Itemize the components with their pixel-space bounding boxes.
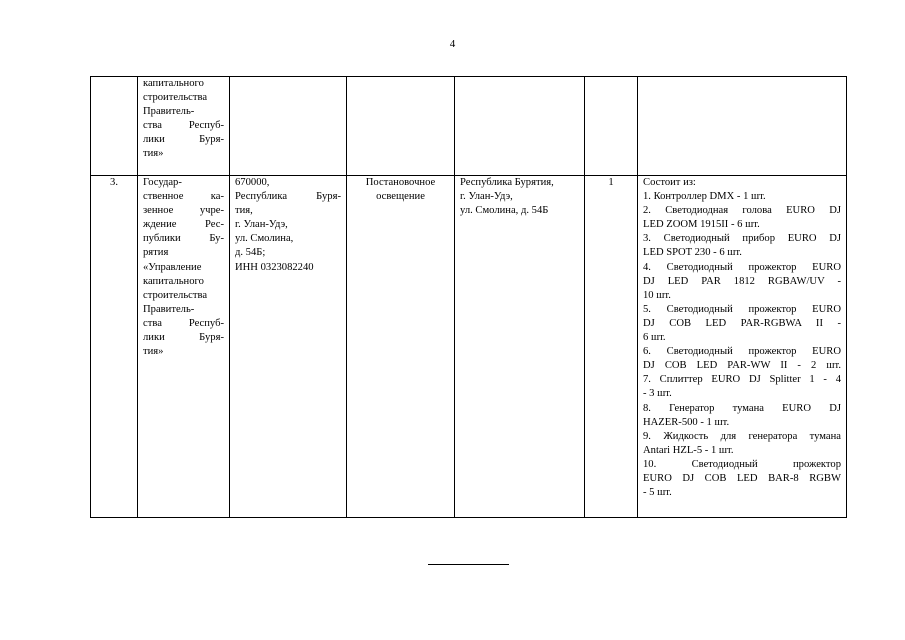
composition-line: 10. Светодиодный прожектор xyxy=(643,458,841,470)
composition-line: EURO DJ COB LED BAR-8 RGBW xyxy=(643,472,841,484)
customer-cell xyxy=(138,176,230,518)
address-cell xyxy=(230,77,347,176)
composition-line: 8. Генератор тумана EURO DJ xyxy=(643,402,841,414)
address-line: 670000, xyxy=(235,177,270,188)
composition-line: 4. Светодиодный прожектор EURO xyxy=(643,261,841,273)
address-line: г. Улан-Удэ, xyxy=(235,219,288,231)
composition-line: - 5 шт. xyxy=(643,487,672,499)
composition-line: Состоит из: xyxy=(643,177,696,188)
customer-line: строительства xyxy=(143,92,208,104)
customer-line: ства Респуб- xyxy=(143,120,224,132)
composition-line: 6 шт. xyxy=(643,332,666,344)
composition-line: 7. Сплиттер EURO DJ Splitter 1 - 4 xyxy=(643,374,841,386)
footnote-separator-line xyxy=(428,564,509,565)
composition-line: - 3 шт. xyxy=(643,388,672,400)
customer-line: строительства xyxy=(143,289,208,301)
item-name-line: Постановочное xyxy=(365,177,436,188)
customer-line: Государ- xyxy=(143,177,182,188)
quantity-cell: 1 xyxy=(585,176,638,518)
address-cell xyxy=(230,176,347,518)
number-cell xyxy=(91,77,138,176)
composition-line: 3. Светодиодный прибор EURO DJ xyxy=(643,233,841,245)
location-line: г. Улан-Удэ, xyxy=(460,191,513,203)
customer-line: капитального xyxy=(143,78,204,89)
customer-line: Правитель- xyxy=(143,106,195,118)
customer-line: публики Бу- xyxy=(143,233,224,245)
composition-cell xyxy=(638,77,847,176)
customer-line: тия» xyxy=(143,148,164,160)
item-name-line: освещение xyxy=(376,191,425,203)
customer-cell xyxy=(138,77,230,176)
composition-line: DJ COB LED PAR-WW II - 2 шт. xyxy=(643,360,841,372)
customer-line: Правитель- xyxy=(143,303,195,315)
composition-line: 2. Светодиодная голова EURO DJ xyxy=(643,205,841,217)
item-cell xyxy=(347,176,455,518)
customer-line: ждение Рес- xyxy=(143,219,224,231)
address-line: тия, xyxy=(235,205,253,217)
row-number: 3. xyxy=(91,176,138,518)
quantity-cell xyxy=(585,77,638,176)
address-line: Республика Буря- xyxy=(235,191,341,203)
inn-line: ИНН 0323082240 xyxy=(235,261,314,273)
table-row-continuation xyxy=(91,77,847,176)
composition-line: 5. Светодиодный прожектор EURO xyxy=(643,303,841,315)
composition-line: DJ COB LED PAR-RGBWA II - xyxy=(643,317,841,329)
equipment-register-table xyxy=(90,76,847,518)
composition-line: LED SPOT 230 - 6 шт. xyxy=(643,247,742,259)
location-cell xyxy=(455,176,585,518)
customer-line: лики Буря- xyxy=(143,134,224,146)
location-line: ул. Смолина, д. 54Б xyxy=(460,205,549,217)
composition-cell xyxy=(638,176,847,518)
address-line: д. 54Б; xyxy=(235,247,266,259)
composition-line: 10 шт. xyxy=(643,289,671,301)
customer-line: ства Респуб- xyxy=(143,317,224,329)
location-cell xyxy=(455,77,585,176)
composition-line: 1. Контроллер DMX - 1 шт. xyxy=(643,191,766,203)
customer-line: лики Буря- xyxy=(143,332,224,344)
customer-line: тия» xyxy=(143,346,164,358)
composition-line: DJ LED PAR 1812 RGBAW/UV - xyxy=(643,275,841,287)
customer-line: «Управление xyxy=(143,261,202,273)
customer-line: капитального xyxy=(143,275,204,287)
composition-line: 6. Светодиодный прожектор EURO xyxy=(643,346,841,358)
page-number: 4 xyxy=(449,38,456,50)
composition-line: LED ZOOM 1915II - 6 шт. xyxy=(643,219,760,231)
composition-line: 9. Жидкость для генератора тумана xyxy=(643,430,841,442)
customer-line: зенное учре- xyxy=(143,205,224,217)
composition-line: HAZER-500 - 1 шт. xyxy=(643,416,730,428)
address-line: ул. Смолина, xyxy=(235,233,294,245)
customer-line: ственное ка- xyxy=(143,191,224,203)
table-row-3 xyxy=(91,176,847,518)
location-line: Республика Бурятия, xyxy=(460,177,554,188)
item-cell xyxy=(347,77,455,176)
composition-line: Antari HZL-5 - 1 шт. xyxy=(643,444,734,456)
customer-line: рятия xyxy=(143,247,169,259)
